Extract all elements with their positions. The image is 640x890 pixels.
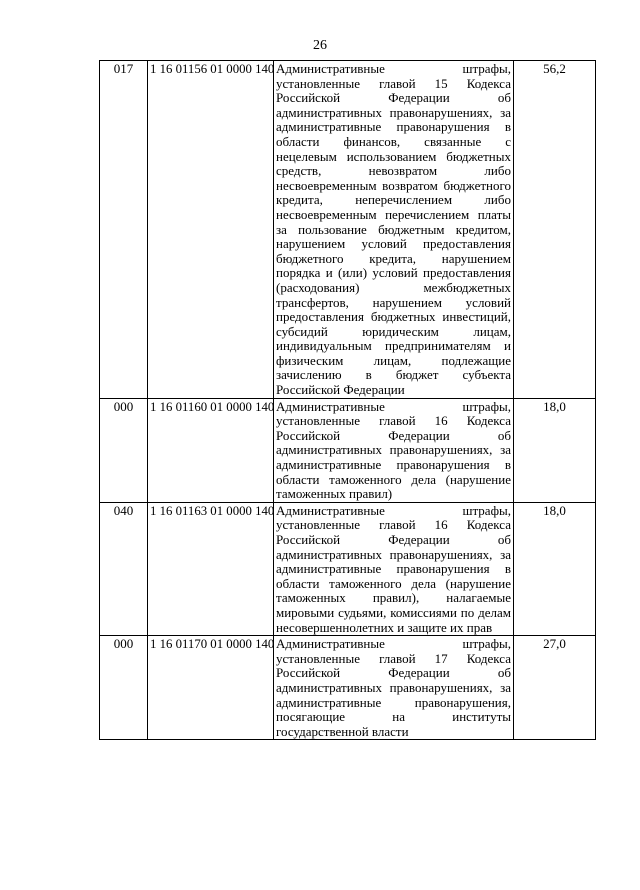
revenue-name-cell: Административные штрафы, установленные главой 15 Кодекса Российской Федерации об административных правонарушениях, за административные правонарушения в области финансов, связанные с нецелевым использованием бюджетных средств, невозвратом либо несвоевременным возвратом бюджетного кредита, неперечислением либо несвоевременным перечислением платы за пользование бюджетным кредитом, нарушением условий предоставления бюджетного кредита, нарушением порядка и (или) условий предоставления (расходования) межбюджетных трансфертов, нарушением условий предоставления бюджетных инвестиций, субсидий юридическим лицам, индивидуальным предпринимателям и физическим лицам, подлежащие зачислению в бюджет субъекта Российской Федерации <box>274 61 514 399</box>
amount-cell: 56,2 <box>514 61 596 399</box>
kbk-code-cell: 1 16 01156 01 0000 140 <box>148 61 274 399</box>
revenue-name-cell: Административные штрафы, установленные главой 16 Кодекса Российской Федерации об административных правонарушениях, за административные правонарушения в области таможенного дела (нарушение таможенных правил), налагаемые мировыми судьями, комиссиями по делам несовершеннолетних и защите их прав <box>274 502 514 635</box>
kbk-code-cell: 1 16 01163 01 0000 140 <box>148 502 274 635</box>
table-row <box>100 502 596 635</box>
kbk-code-cell: 1 16 01160 01 0000 140 <box>148 398 274 502</box>
admin-code-cell: 000 <box>100 398 148 502</box>
admin-code-cell: 000 <box>100 636 148 740</box>
revenue-name-cell: Административные штрафы, установленные главой 17 Кодекса Российской Федерации об административных правонарушениях, за административные правонарушения, посягающие на институты государственной власти <box>274 636 514 740</box>
revenue-name-cell: Административные штрафы, установленные главой 16 Кодекса Российской Федерации об административных правонарушениях, за административные правонарушения в области таможенного дела (нарушение таможенных правил) <box>274 398 514 502</box>
kbk-code-cell: 1 16 01170 01 0000 140 <box>148 636 274 740</box>
admin-code-cell: 017 <box>100 61 148 399</box>
table-row <box>100 636 596 740</box>
admin-code-cell: 040 <box>100 502 148 635</box>
amount-cell: 18,0 <box>514 502 596 635</box>
page-number: 26 <box>313 38 327 53</box>
table-row <box>100 398 596 502</box>
amount-cell: 18,0 <box>514 398 596 502</box>
revenue-table <box>99 60 596 740</box>
amount-cell: 27,0 <box>514 636 596 740</box>
table-row <box>100 61 596 399</box>
